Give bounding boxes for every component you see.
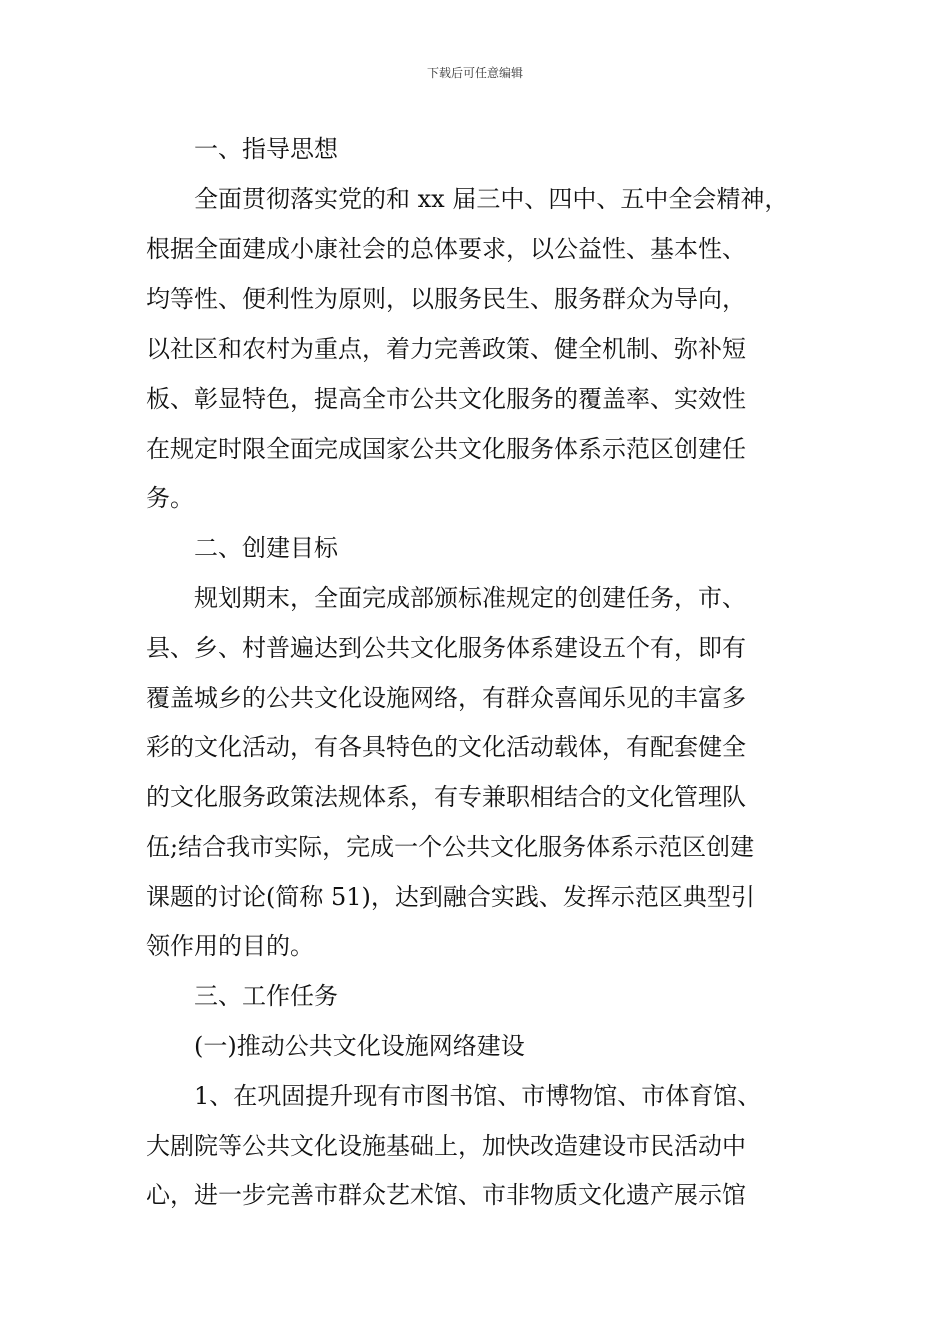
paragraph-line: 大剧院等公共文化设施基础上，加快改造建设市民活动中 (146, 1132, 746, 1160)
header-note: 下载后可任意编辑 (426, 66, 523, 80)
paragraph-line: 规划期末，全面完成部颁标准规定的创建任务，市、 (194, 584, 746, 612)
paragraph-line: 1、在巩固提升现有市图书馆、市博物馆、市体育馆、 (194, 1082, 762, 1110)
subsection-heading: (一)推动公共文化设施网络建设 (194, 1032, 525, 1060)
paragraph-line: 以社区和农村为重点，着力完善政策、健全机制、弥补短 (146, 335, 746, 363)
section-heading-1: 一、指导思想 (194, 135, 338, 163)
paragraph-line: 在规定时限全面完成国家公共文化服务体系示范区创建任 (146, 435, 746, 463)
paragraph-line: 彩的文化活动，有各具特色的文化活动载体，有配套健全 (146, 733, 746, 761)
paragraph-line: 课题的讨论(简称 51)，达到融合实践、发挥示范区典型引 (146, 883, 755, 911)
section-heading-2: 二、创建目标 (194, 534, 338, 562)
paragraph-line: 均等性、便利性为原则，以服务民生、服务群众为导向， (146, 285, 746, 313)
paragraph-line: 伍;结合我市实际，完成一个公共文化服务体系示范区创建 (146, 833, 755, 861)
paragraph-line: 根据全面建成小康社会的总体要求，以公益性、基本性、 (146, 235, 746, 263)
paragraph-line: 板、彰显特色，提高全市公共文化服务的覆盖率、实效性 (146, 385, 746, 413)
section-heading-3: 三、工作任务 (194, 982, 338, 1010)
paragraph-line: 领作用的目的。 (146, 932, 314, 960)
paragraph-line: 心，进一步完善市群众艺术馆、市非物质文化遗产展示馆 (146, 1181, 746, 1209)
paragraph-line: 全面贯彻落实党的和 xx 届三中、四中、五中全会精神， (194, 185, 789, 213)
paragraph-line: 覆盖城乡的公共文化设施网络，有群众喜闻乐见的丰富多 (146, 684, 746, 712)
paragraph-line: 县、乡、村普遍达到公共文化服务体系建设五个有，即有 (146, 634, 746, 662)
paragraph-line: 的文化服务政策法规体系，有专兼职相结合的文化管理队 (146, 783, 746, 811)
paragraph-line: 务。 (146, 484, 194, 512)
